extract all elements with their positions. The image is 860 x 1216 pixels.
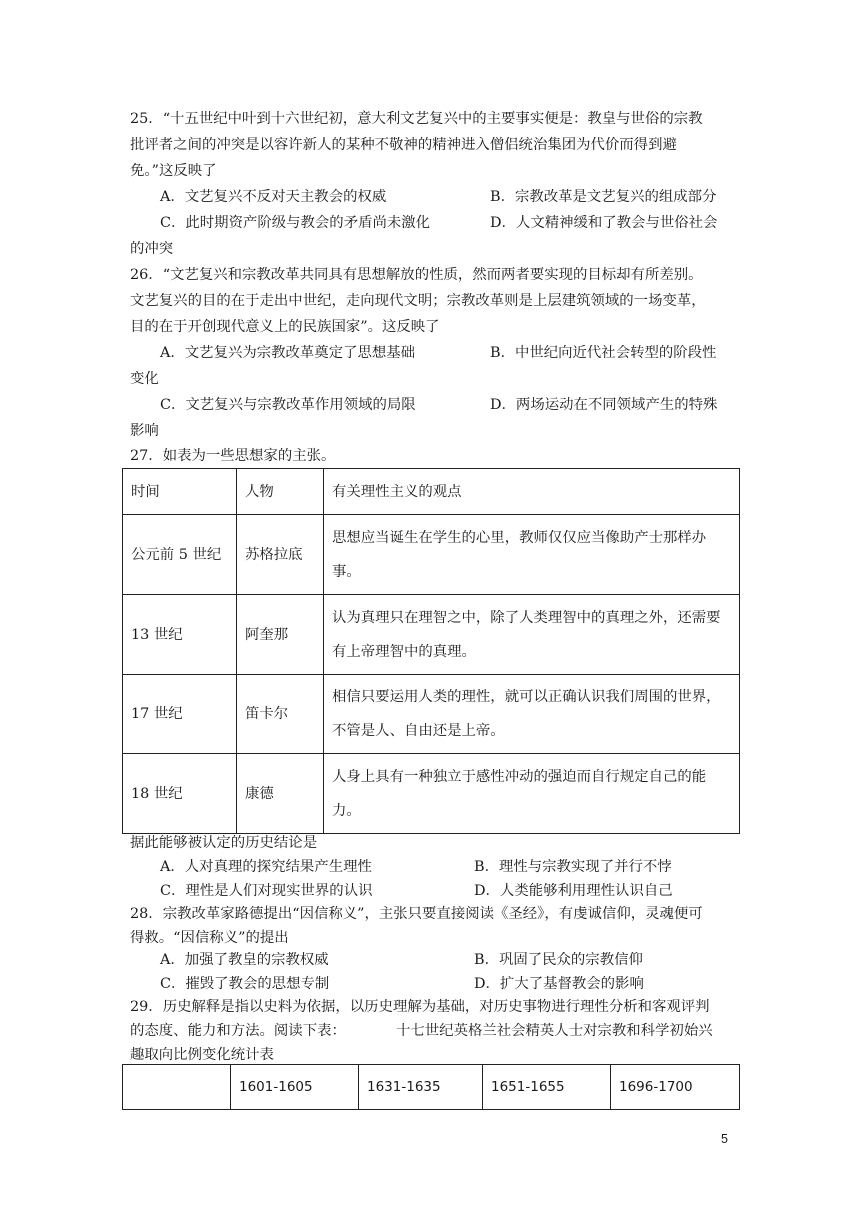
q28-option-d: D．扩大了基督教会的影响	[474, 976, 644, 992]
table-cell-time: 18 世纪	[123, 754, 237, 834]
q25-line-2: 批评者之间的冲突是以容许新人的某种不敬神的精神进入僧侣统治集团为代价而得到避	[130, 137, 677, 153]
q26-line-2: 文艺复兴的目的在于走出中世纪，走向现代文明；宗教改革则是上层建筑领域的一场变革，	[130, 293, 706, 309]
q28-option-b: B．巩固了民众的宗教信仰	[474, 952, 643, 968]
q26-option-d-continued: 影响	[130, 423, 159, 439]
table-row	[123, 515, 740, 595]
q27-option-b: B．理性与宗教实现了并行不悖	[474, 859, 672, 875]
q27-option-c: C．理性是人们对现实世界的认识	[160, 883, 373, 899]
q25-line-3: 免。”这反映了	[130, 163, 217, 179]
q28-option-c: C．摧毁了教会的思想专制	[160, 976, 330, 992]
q27-option-a: A．人对真理的探究结果产生理性	[160, 859, 372, 875]
interest-stats-table	[122, 1064, 740, 1110]
table-header-time: 时间	[123, 469, 237, 515]
q25-option-b: B．宗教改革是文艺复兴的组成部分	[490, 189, 717, 205]
q29-line-2b: 十七世纪英格兰社会精英人士对宗教和科学初始兴	[396, 1023, 713, 1039]
table-cell-person: 笛卡尔	[237, 675, 324, 754]
q26-option-b-continued: 变化	[130, 371, 159, 387]
table-row	[123, 675, 740, 754]
q27-conclusion: 据此能够被认定的历史结论是	[130, 835, 318, 851]
table-header-period: 1696-1700	[611, 1065, 740, 1110]
table-header-row	[123, 469, 740, 515]
table-cell-view: 人身上具有一种独立于感性冲动的强迫而自行规定自己的能力。	[324, 754, 740, 834]
table-header-period: 1631-1635	[359, 1065, 483, 1110]
table-header-row	[123, 1065, 740, 1110]
table-cell-view: 相信只要运用人类的理性，就可以正确认识我们周围的世界，不管是人、自由还是上帝。	[324, 675, 740, 754]
table-cell-view: 认为真理只在理智之中，除了人类理智中的真理之外，还需要有上帝理智中的真理。	[324, 595, 740, 675]
table-row	[123, 754, 740, 834]
table-cell-person: 康德	[237, 754, 324, 834]
table-header-empty	[123, 1065, 231, 1110]
q27-option-d: D．人类能够利用理性认识自己	[474, 883, 673, 899]
q29-line-1: 29．历史解释是指以史料为依据，以历史理解为基础，对历史事物进行理性分析和客观评判	[130, 999, 710, 1015]
q25-option-c: C．此时期资产阶级与教会的矛盾尚未激化	[160, 215, 431, 231]
q28-option-a: A．加强了教皇的宗教权威	[160, 952, 329, 968]
q25-option-d: D．人文精神缓和了教会与世俗社会	[490, 215, 718, 231]
q25-line-1: 25．“十五世纪中叶到十六世纪初，意大利文艺复兴中的主要事实便是：教皇与世俗的宗教	[130, 111, 703, 127]
table-header-period: 1651-1655	[483, 1065, 611, 1110]
q25-option-d-continued: 的冲突	[130, 241, 174, 257]
thinkers-table	[122, 468, 740, 834]
q26-option-c: C．文艺复兴与宗教改革作用领域的局限	[160, 397, 416, 413]
table-cell-time: 公元前 5 世纪	[123, 515, 237, 595]
q28-line-1: 28．宗教改革家路德提出“因信称义”，主张只要直接阅读《圣经》，有虔诚信仰，灵魂便可	[130, 906, 703, 922]
q26-option-d: D．两场运动在不同领域产生的特殊	[490, 397, 718, 413]
table-cell-person: 阿奎那	[237, 595, 324, 675]
table-cell-view: 思想应当诞生在学生的心里，教师仅仅应当像助产士那样办事。	[324, 515, 740, 595]
q26-line-3: 目的在于开创现代意义上的民族国家”。这反映了	[130, 319, 440, 335]
table-row	[123, 595, 740, 675]
q27-stem: 27．如表为一些思想家的主张。	[130, 448, 336, 464]
q26-line-1: 26．“文艺复兴和宗教改革共同具有思想解放的性质，然而两者要实现的目标却有所差别。	[130, 267, 703, 283]
table-cell-time: 17 世纪	[123, 675, 237, 754]
table-header-person: 人物	[237, 469, 324, 515]
table-cell-person: 苏格拉底	[237, 515, 324, 595]
table-cell-time: 13 世纪	[123, 595, 237, 675]
q29-line-3: 趣取向比例变化统计表	[130, 1047, 274, 1063]
table-header-period: 1601-1605	[231, 1065, 359, 1110]
q26-option-a: A．文艺复兴为宗教改革奠定了思想基础	[160, 345, 416, 361]
q26-option-b: B．中世纪向近代社会转型的阶段性	[490, 345, 717, 361]
q25-option-a: A．文艺复兴不反对天主教会的权威	[160, 189, 387, 205]
q29-line-2a: 的态度、能力和方法。阅读下表：	[130, 1023, 346, 1039]
q28-line-2: 得救。“因信称义”的提出	[130, 930, 289, 946]
table-header-view: 有关理性主义的观点	[324, 469, 740, 515]
page-number: 5	[721, 1132, 728, 1146]
